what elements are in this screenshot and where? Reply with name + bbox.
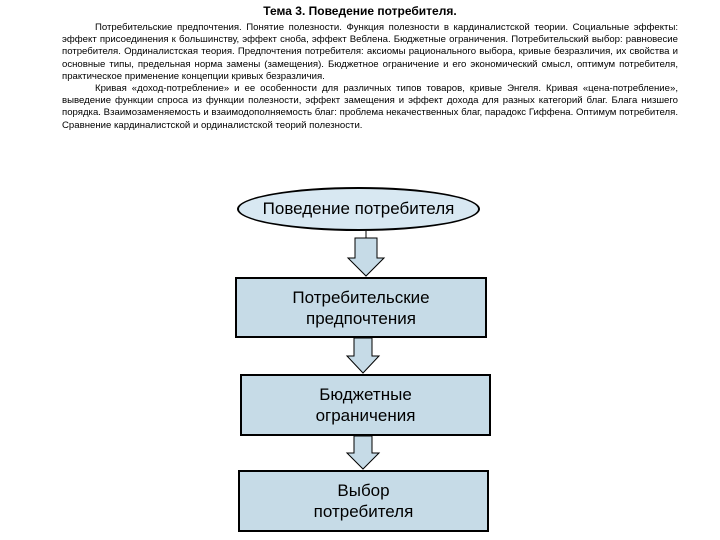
node-budget-constraints-line1: Бюджетные <box>319 385 412 404</box>
node-consumer-choice-line2: потребителя <box>313 502 414 521</box>
node-consumer-choice <box>238 470 489 532</box>
node-consumer-behavior <box>237 187 480 231</box>
paragraph-1: Потребительские предпочтения. Понятие полезности. Функция полезности в кардиналистской теории. Социальные эффекты: эффект присоединения к большинству, эффект сноба, эффект Веблена. Бюджетные ограничения. Потребительский выбор: равновесие потребителя. Ординалистская теория. Предпочтения потребителя: аксиомы рационального выбора, кривые безразличия, их свойства и основные типы, предельная норма замены (замещения). Бюджетное ограничение и его экономический смысл, оптимум потребителя, практическое применение концепции кривых безразличия. <box>62 22 678 82</box>
node-consumer-preferences-line2: предпочтения <box>306 308 416 328</box>
node-budget-constraints <box>240 374 491 436</box>
node-consumer-behavior-label: Поведение потребителя <box>262 199 455 218</box>
node-consumer-preferences <box>235 277 487 338</box>
node-consumer-preferences-line1: Потребительские <box>292 287 430 307</box>
paragraph-2: Кривая «доход-потребление» и ее особенности для различных типов товаров, кривые Энгеля. Кривая «цена-потребление», выведение функции спроса из функции полезности, эффект замещения и эффект дохода для разных категорий благ. Блага низшего порядка. Взаимозаменяемость и взаимодополняемость благ: проблема некачественных благ, парадокс Гиффена. Оптимум потребителя. Сравнение кардиналистской и ординалистской теорий полезности. <box>62 83 678 131</box>
arrow-down-3 <box>347 436 379 469</box>
node-budget-constraints-line2: ограничения <box>315 406 416 425</box>
arrow-down-1 <box>348 238 384 276</box>
arrow-down-2 <box>347 338 379 373</box>
slide-title: Тема 3. Поведение потребителя. <box>263 4 457 18</box>
node-consumer-choice-line1: Выбор <box>337 481 390 500</box>
